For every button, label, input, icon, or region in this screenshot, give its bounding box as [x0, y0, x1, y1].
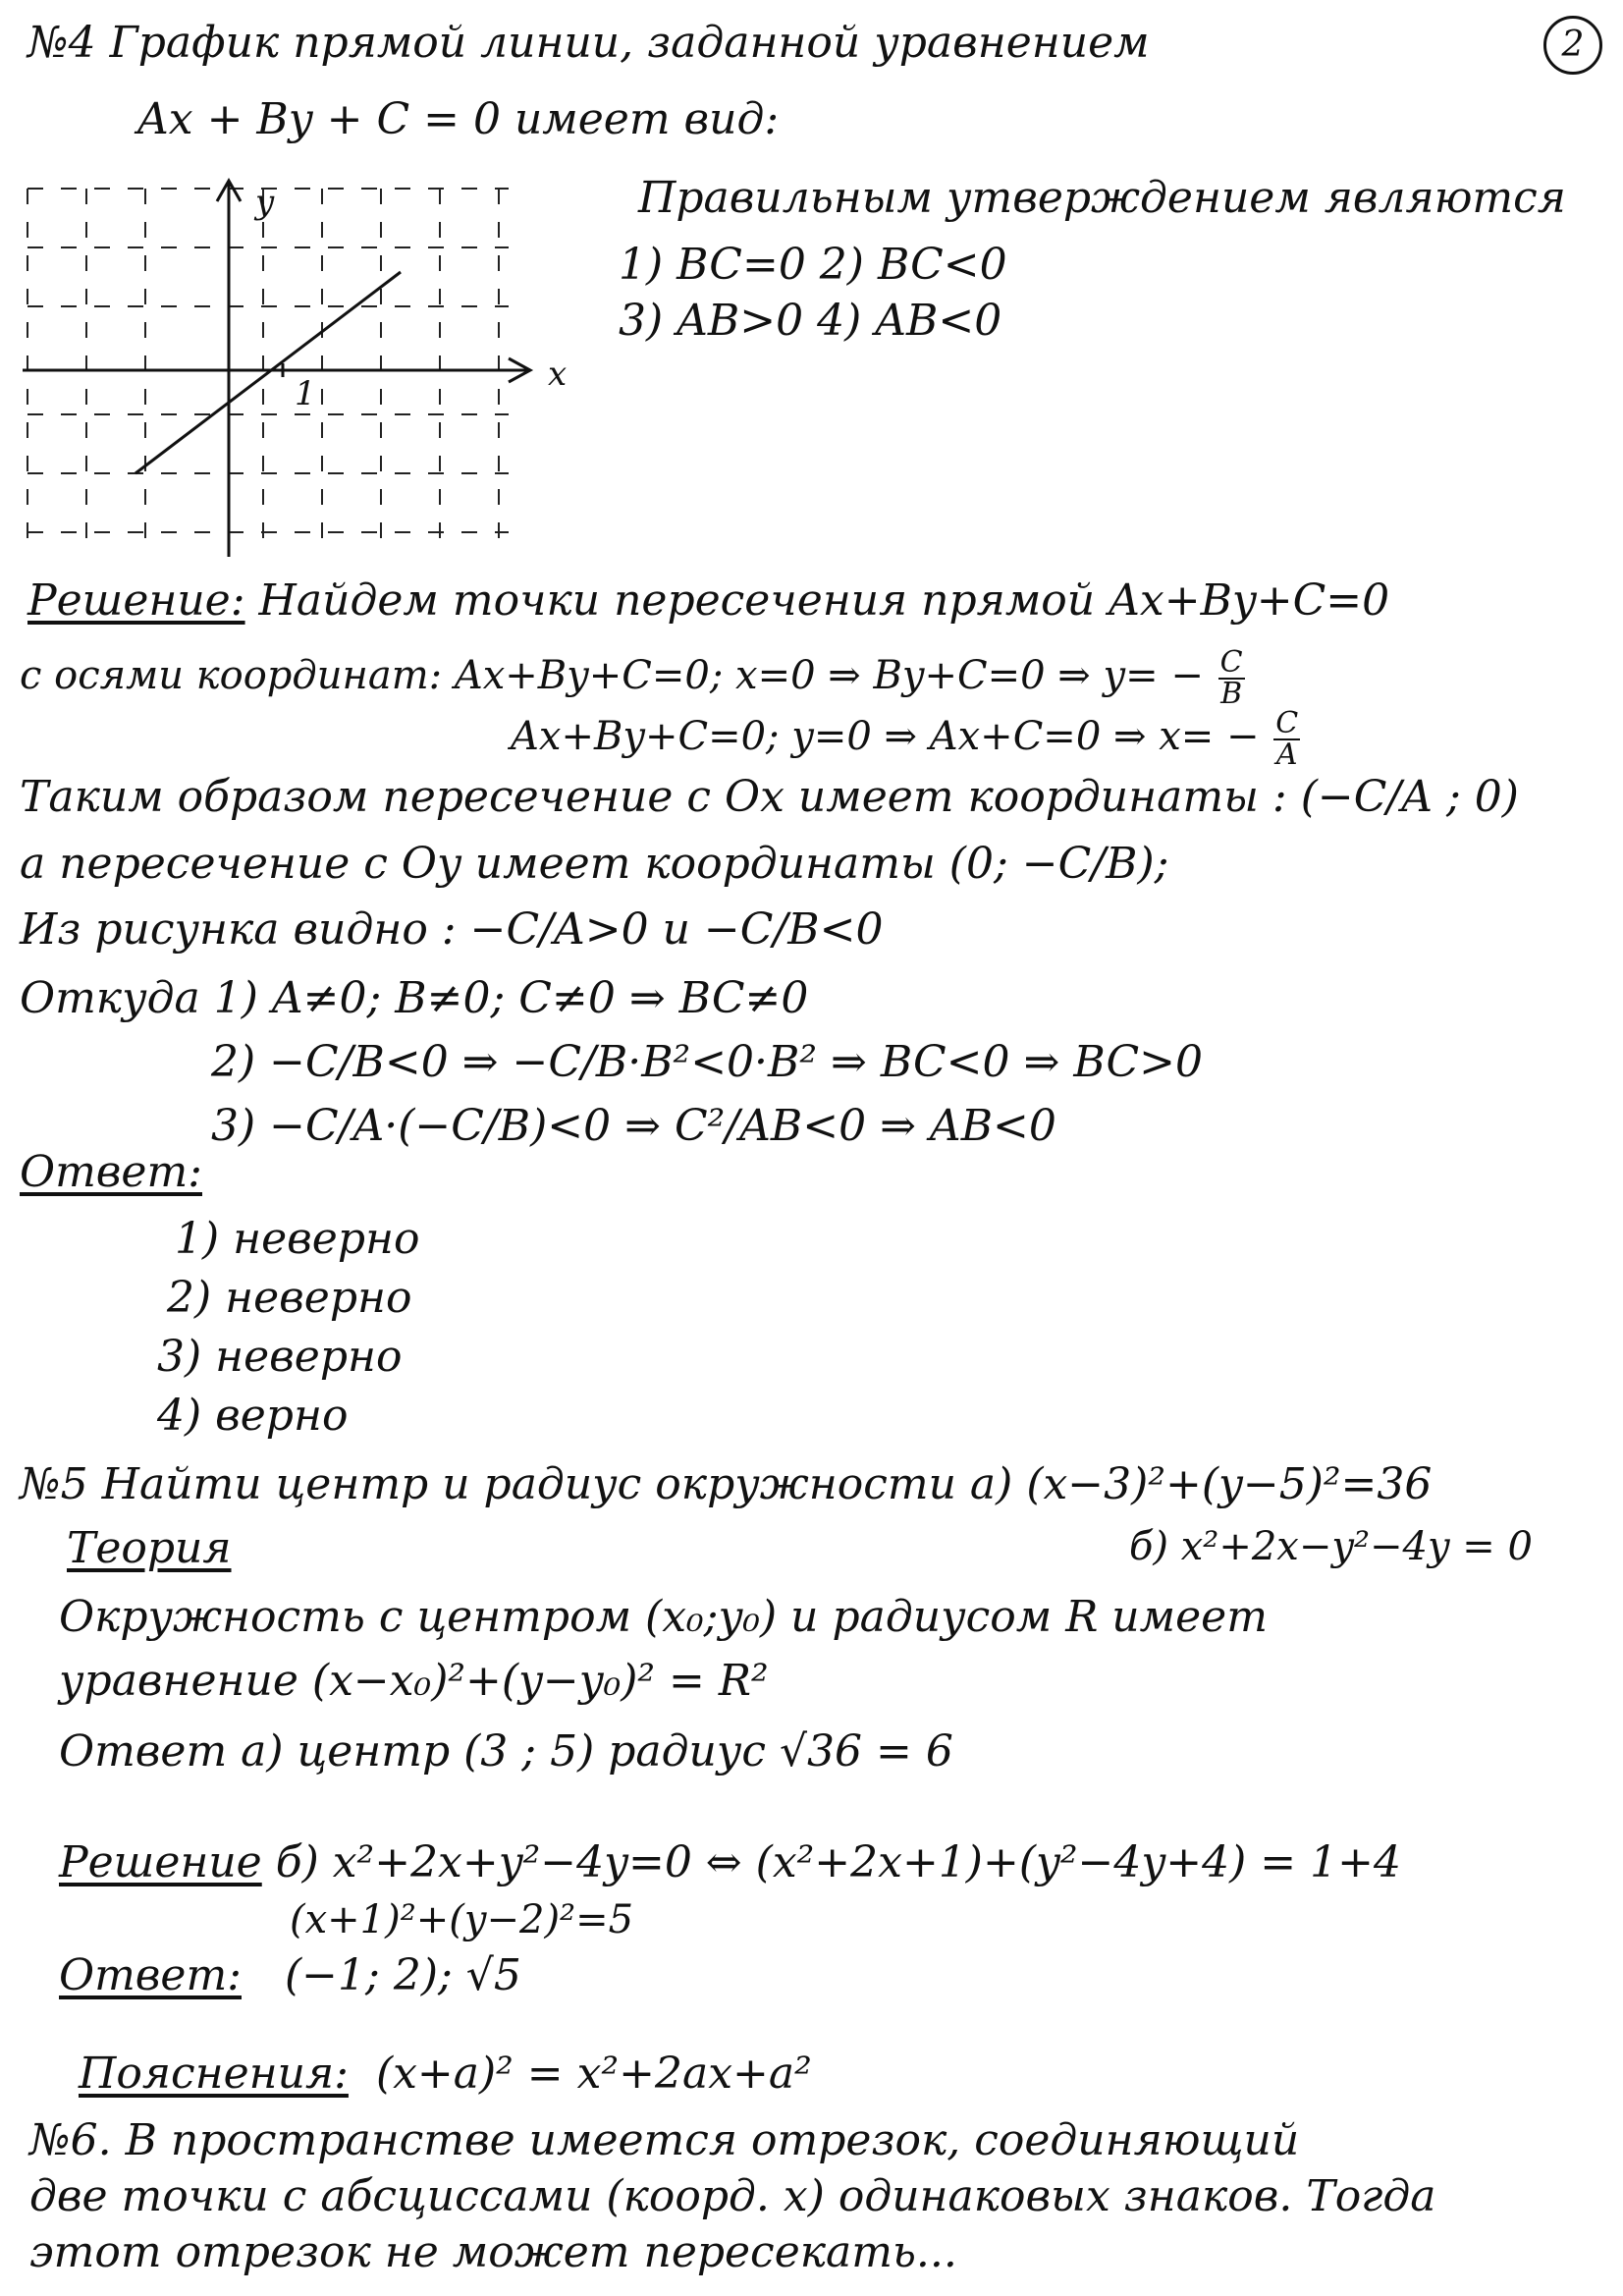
task4-solution-line9: 3) −C/A·(−C/B)<0 ⇒ C²/AB<0 ⇒ AB<0: [211, 1101, 1056, 1151]
task5-note-label: Пояснения:: [79, 2049, 349, 2099]
task5-answer-a: Ответ а) центр (3 ; 5) радиус √36 = 6: [59, 1726, 953, 1777]
task5-answer-b-label: Ответ:: [59, 1950, 242, 2000]
axes: [23, 181, 530, 557]
task5-title: №5 Найти центр и радиус окружности а) (x−3)²+(y−5)²=36: [20, 1459, 1433, 1509]
task4-options-row2: 3) AB>0 4) AB<0: [619, 296, 1002, 346]
task4-title: №4 График прямой линии, заданной уравнением: [27, 18, 1150, 68]
task4-prompt: Правильным утверждением являются: [638, 173, 1566, 223]
task4-solution-line8: 2) −C/B<0 ⇒ −C/B·B²<0·B² ⇒ BC<0 ⇒ BC>0: [211, 1037, 1204, 1087]
task4-answer-4: 4) верно: [157, 1391, 349, 1441]
task5-note: (x+a)² = x²+2ax+a²: [375, 2049, 812, 2099]
task4-options-row1: 1) BC=0 2) BC<0: [619, 240, 1007, 290]
task4-answer-3: 3) неверно: [157, 1332, 403, 1382]
task6-line1: №6. В пространстве имеется отрезок, соединяющий: [29, 2115, 1300, 2165]
task4-solution-line7: Откуда 1) A≠0; B≠0; C≠0 ⇒ BC≠0: [20, 973, 809, 1023]
task4-solution-label: Решение:: [27, 575, 245, 626]
fraction-c-over-b: $\frac{C}{B}$: [1219, 645, 1243, 711]
graph-line: [135, 272, 401, 473]
task5-theory-label: Теория: [67, 1523, 232, 1573]
tick-label: 1: [295, 374, 316, 413]
task4-solution-line1: Найдем точки пересечения прямой Ax+By+C=0: [258, 575, 1390, 626]
task4-solution-line6: Из рисунка видно : −C/A>0 и −C/B<0: [20, 904, 884, 955]
task4-solution-line3: Ax+By+C=0; y=0 ⇒ Ax+C=0 ⇒ x= −: [511, 714, 1260, 759]
task6-line2: две точки с абсциссами (коорд. x) одинаковых знаков. Тогда: [29, 2171, 1436, 2221]
task5-solution-line1: б) x²+2x+y²−4y=0 ⇔ (x²+2x+1)+(y²−4y+4) = 1+4: [275, 1837, 1401, 1887]
task6-line3: этот отрезок не может пересекать...: [29, 2227, 957, 2277]
task4-solution-line2: с осями координат: Ax+By+C=0; x=0 ⇒ By+C=0 ⇒ y= −: [20, 653, 1204, 698]
page-number: 2: [1561, 25, 1585, 65]
task4-solution-line5: а пересечение с Oy имеет координаты (0; −C/B);: [20, 839, 1169, 889]
coordinate-figure: [18, 169, 587, 562]
task4-answer-label: Ответ:: [20, 1147, 202, 1197]
task5-theory-line2: уравнение (x−x₀)²+(y−y₀)² = R²: [59, 1656, 769, 1706]
task5-part-b: б) x²+2x−y²−4y = 0: [1129, 1524, 1533, 1569]
task5-solution-label: Решение: [59, 1837, 262, 1887]
task5-theory-line1: Окружность с центром (x₀;y₀) и радиусом R имеет: [59, 1592, 1268, 1642]
x-axis-label: x: [548, 355, 568, 394]
task5-answer-b: (−1; 2); √5: [285, 1950, 521, 2000]
page-number-circle: [1543, 16, 1602, 75]
task5-solution-line2: (x+1)²+(y−2)²=5: [290, 1897, 634, 1942]
task4-answer-2: 2) неверно: [167, 1273, 412, 1323]
y-axis-label: y: [255, 183, 275, 222]
fraction-c-over-a: $\frac{C}{A}$: [1275, 706, 1299, 772]
task4-equation-line: Ax + By + C = 0 имеет вид:: [137, 94, 780, 144]
task4-answer-1: 1) неверно: [175, 1214, 420, 1264]
task4-solution-line4: Таким образом пересечение с Ox имеет координаты : (−C/A ; 0): [20, 772, 1519, 822]
